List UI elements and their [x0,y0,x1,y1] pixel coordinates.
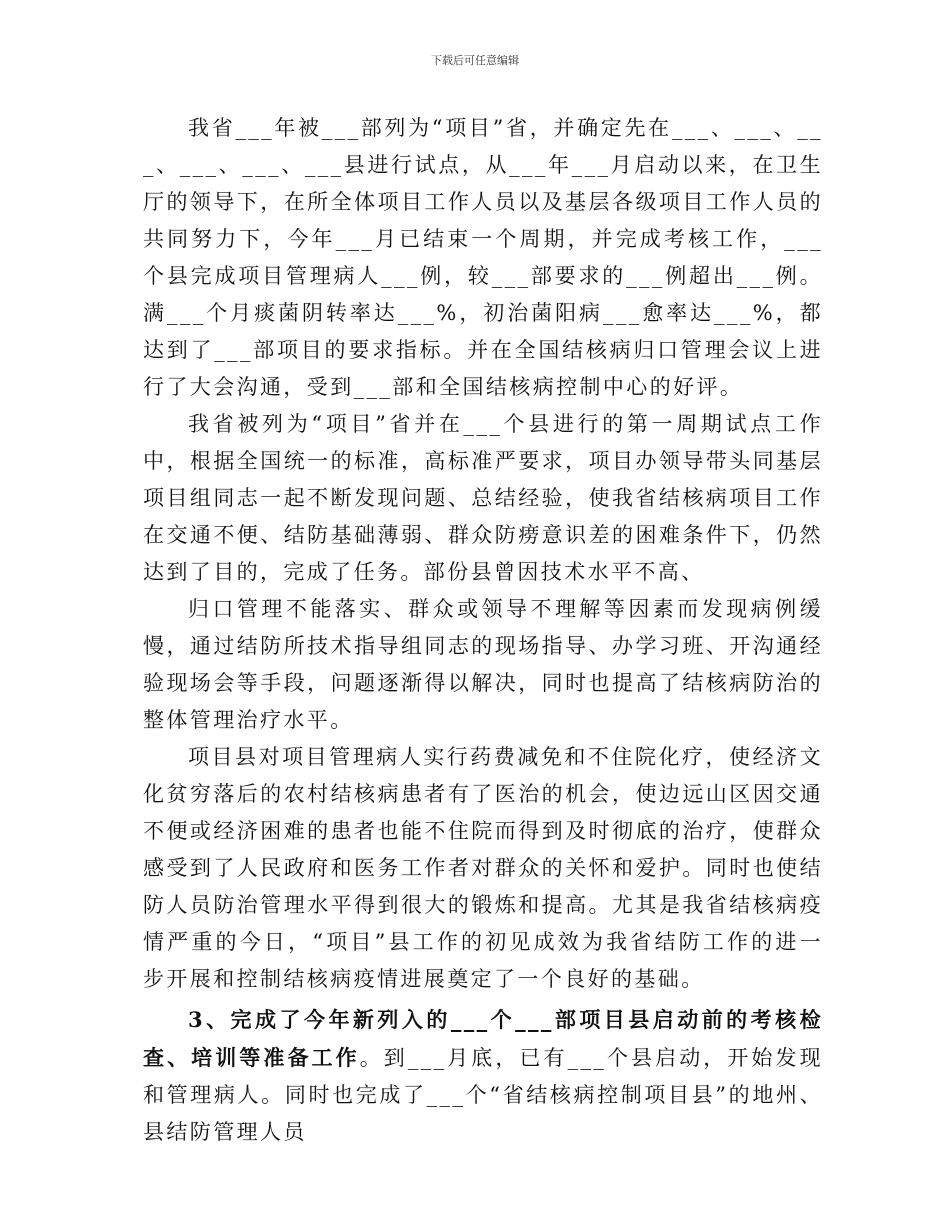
section-3-text: 。到___月底，已有___个县启动，开始发现和管理病人。同时也完成了___个“省结核病控制项目县”的地州、县结防管理人员 [143,1046,823,1144]
page-header: 下载后可任意编辑 [431,54,519,67]
document-body [143,110,823,1151]
paragraph: 我省被列为“项目”省并在___个县进行的第一周期试点工作中，根据全国统一的标准，高标准严要求，项目办领导带头同基层项目组同志一起不断发现问题、总结经验，使我省结核病项目工作在交通不便、结防基础薄弱、群众防痨意识差的困难条件下，仍然达到了目的，完成了任务。部份县曾因技术水平不高、 [143,412,823,584]
section-3-heading: 3、完成了今年新列入的___个___部项目县启动前的考核检查、培训等准备工作 [143,1007,823,1070]
section-3-paragraph [143,1001,823,1151]
paragraph: 项目县对项目管理病人实行药费减免和不住院化疗，使经济文化贫穷落后的农村结核病患者有了医治的机会，使边远山区因交通不便或经济困难的患者也能不住院而得到及时彻底的治疗，使群众感受到了人民政府和医务工作者对群众的关怀和爱护。同时也使结防人员防治管理水平得到很大的锻炼和提高。尤其是我省结核病疫情严重的今日，“项目”县工作的初见成效为我省结防工作的进一步开展和控制结核病疫情进展奠定了一个良好的基础。 [143,745,823,991]
paragraph: 我省___年被___部列为“项目”省，并确定先在___、___、___、___、___、___县进行试点，从___年___月启动以来，在卫生厅的领导下，在所全体项目工作人员以及基层各级项目工作人员的共同努力下，今年___月已结束一个周期，并完成考核工作，___个县完成项目管理病人___例，较___部要求的___例超出___例。满___个月痰菌阴转率达___%，初治菌阳病___愈率达___%，都达到了___部项目的要求指标。并在全国结核病归口管理会议上进行了大会沟通，受到___部和全国结核病控制中心的好评。 [143,116,823,399]
paragraph: 归口管理不能落实、群众或领导不理解等因素而发现病例缓慢，通过结防所技术指导组同志的现场指导、办学习班、开沟通经验现场会等手段，问题逐渐得以解决，同时也提高了结核病防治的整体管理治疗水平。 [143,597,823,732]
